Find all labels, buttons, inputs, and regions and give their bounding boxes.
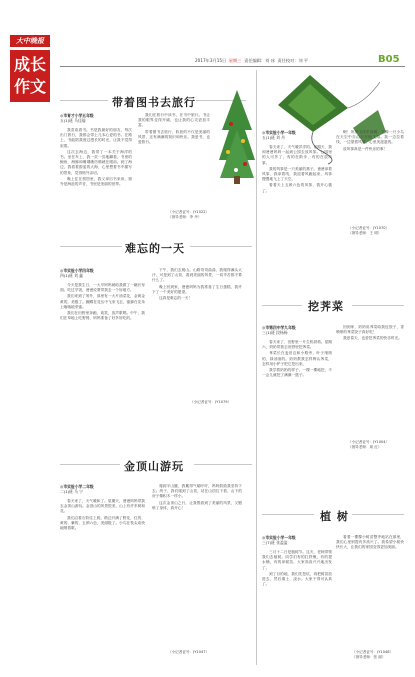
author-class: 三(1)班 段杨杨 xyxy=(262,330,288,335)
tree-illustration xyxy=(218,86,256,186)
section-title-line1: 成长 xyxy=(13,55,46,74)
section-rule xyxy=(60,246,122,247)
article-title: 难忘的一天 xyxy=(125,242,185,255)
article-body-col1 xyxy=(60,499,145,649)
article-body-col2 xyxy=(138,113,210,208)
reporter-id: （小记者证号：JY1004） xyxy=(348,440,390,444)
author-school: ◎市实验小学四年级 xyxy=(60,268,94,273)
article-body-col2 xyxy=(152,268,242,398)
paragraph: 今天是我生日，一大早妈妈就给我做了一碗长寿面。吃过早饭，爸爸说要带我去一个好地方。 xyxy=(60,283,145,293)
issue-date: 2017年3月15日 xyxy=(195,58,227,63)
tutor-name: （指导老师：李 丹） xyxy=(168,215,202,219)
paragraph: 这次金顶山之行，让我既看到了美丽的风景，又锻炼了身体，真开心！ xyxy=(152,500,242,510)
article-tutor xyxy=(348,226,389,236)
section-rule xyxy=(194,464,252,465)
article-tutor xyxy=(352,650,393,660)
author-class: 四(1)班 刘 鑫 xyxy=(60,273,83,278)
article-body-col2 xyxy=(336,535,404,645)
paragraph: 我们在旅行中读书，在书中旅行。书让我的眼界变得开阔，也让我的心灵更加丰富。 xyxy=(138,113,210,128)
newspaper-logo xyxy=(10,35,50,47)
article-title: 带着图书去旅行 xyxy=(112,96,196,109)
column-divider xyxy=(256,70,257,665)
tutor-name: （指导老师：王 明） xyxy=(348,231,382,235)
title-rule xyxy=(60,100,108,101)
paragraph: 我们来到了郊外，那里有一大片油菜花，金黄金黄的，美极了。蝴蝶在花丛中飞来飞去，蜜蜂在花朵上嗡嗡地采蜜。 xyxy=(60,294,145,309)
paragraph: 放风筝真是一件快乐的事！ xyxy=(343,146,388,151)
paragraph: 春天来了，天气暖和了。星期天，爸爸妈妈带我去金顶山游玩。金顶山的风景很美，山上有许多树和花。 xyxy=(60,499,145,514)
article-title: 挖荠菜 xyxy=(308,300,344,313)
tutor-name: （指导老师：张 丽） xyxy=(352,655,386,659)
article-body-col2 xyxy=(336,325,404,435)
paragraph: 晚上住在旅馆里，我又拿出书来读，窗外是海浪的声音，书里是美丽的世界。 xyxy=(60,176,132,187)
paragraph: 春天来了，田野里一片生机勃勃。星期六，奶奶带我去田野里挖荠菜。 xyxy=(262,340,332,350)
article-body-col1 xyxy=(262,340,332,485)
paragraph: 到了目的地，我们先挖坑，再把树苗放进去，然后填土、浇水。大家干得可认真了。 xyxy=(262,571,332,587)
paragraph: 我爱春天，也爱挖荠菜的快乐时光。 xyxy=(343,336,402,341)
paragraph: 我们在田野里奔跑、欢笑，放声歌唱。中午，我们在草地上吃野餐，妈妈准备了好多好吃的。 xyxy=(60,311,145,321)
paragraph: 下午，我们去爬山。山路弯弯曲曲，我爬得满头大汗，可是到了山顶，看到美丽的风景，一切辛苦都不算什么了。 xyxy=(152,268,242,283)
reporter-id: （小记者证号：JY1048） xyxy=(352,650,394,654)
author-school: ◎市育才小学五年级 xyxy=(60,113,94,118)
section-rule xyxy=(190,246,252,247)
paragraph: 春天来了，天气暖洋洋的。星期天，我和爸爸妈妈一起到公园去放风筝。公园里的人可多了，有的在散步，有的在放风筝。 xyxy=(262,145,332,165)
article-body-col1 xyxy=(262,145,332,243)
header-info xyxy=(195,58,308,64)
reporter-id: （小记者证号：JY1047） xyxy=(168,650,210,654)
article-title: 金顶山游玩 xyxy=(124,460,184,473)
author-school: ◎市实验小学二年级 xyxy=(60,484,94,489)
author-school: ◎市实验小学一年级 xyxy=(262,130,296,135)
author-class: 五(1)班 刘 丹 xyxy=(262,135,285,140)
article-title: 植 树 xyxy=(320,510,349,523)
section-title xyxy=(10,50,50,102)
article-author xyxy=(262,130,332,141)
paragraph: 三月十二日是植树节。这天，老师带领我们去植树。同学们有的扛铁锹，有的提水桶，有的拿树苗，大家高高兴兴地出发了。 xyxy=(262,550,332,570)
paragraph: 我喜欢看书。书是我最好的朋友，每次出门旅行，我都会带上几本心爱的书。在路上，书能陪我度过漫长的时光，让我不觉得寂寞。 xyxy=(60,128,132,148)
reporter-id: （小记者证号：JY1079） xyxy=(190,400,232,404)
article-tutor xyxy=(348,440,389,450)
paragraph: 回到家，奶奶用荠菜给我包饺子，香喷喷的荠菜饺子真好吃！ xyxy=(336,325,404,335)
logo-text: 大中晚报 xyxy=(16,37,44,45)
section-rule xyxy=(60,464,120,465)
paragraph: 晚上回到家，爸爸妈妈为我准备了生日蛋糕，我许下了一个美好的愿望。 xyxy=(152,284,242,294)
section-rule xyxy=(352,305,404,306)
article-author xyxy=(60,268,130,279)
article-body-col2 xyxy=(336,130,404,210)
paragraph: 看着一棵棵小树苗整齐地站在那里，我们心里别提有多高兴了。我希望小树快快长大，让我们的家园变得更加美丽。 xyxy=(336,535,404,550)
paragraph: 这真是难忘的一天！ xyxy=(159,296,193,301)
article-tutor xyxy=(168,210,209,220)
paragraph: 我的风筝是一只美丽的燕子。爸爸拿着风筝，我拿着线，我迎着风跑起来，风筝慢慢地飞上了天空。 xyxy=(262,166,332,182)
issue-designer: 责任校对：刘 平 xyxy=(277,58,309,63)
article-tutor xyxy=(190,400,231,405)
article-body-col1 xyxy=(60,128,132,228)
author-class: 二(1)班 马 宁 xyxy=(60,489,83,494)
section-rule xyxy=(352,514,404,515)
article-tutor xyxy=(168,650,209,655)
paragraph: 带着图书去旅行，收获的不仅是美丽的风景，还有满满的知识和快乐。我爱书，也爱旅行。 xyxy=(138,129,210,145)
author-class: 三(7)班 张盈盈 xyxy=(262,540,288,545)
issue-editor: 责任编辑：刘 冰 xyxy=(244,58,275,63)
header-rule xyxy=(60,66,405,67)
article-author xyxy=(60,113,120,124)
section-rule xyxy=(262,305,302,306)
paragraph: 我学着奶奶的样子，一棵一棵地挖，不一会儿就挖了满满一篮子。 xyxy=(262,368,332,378)
article-body-col1 xyxy=(60,283,145,415)
reporter-id: （小记者证号：JY1022） xyxy=(168,210,210,214)
section-rule xyxy=(262,514,314,515)
paragraph: 荠菜长在麦田边和小路旁，叶子细细的，绿油油的。奶奶教我怎样辨认荠菜，怎样用小铲子把它挖出来。 xyxy=(262,351,332,366)
paragraph: 爬到半山腰，我累得气喘吁吁，妈妈鼓励我坚持下去。终于，我们爬到了山顶，站在山顶往下看，山下的房子像积木一样小。 xyxy=(152,484,242,499)
author-school: ◎市第四中学九年级 xyxy=(262,325,296,330)
paragraph: 这次去海边，我带了一本关于海洋的书。坐在车上，我一页一页地翻看，书里的鲸鱼、海豚和珊瑚礁仿佛就在眼前。到了海边，我看着蔚蓝的大海，心里想着书中描写的景象，觉得格外亲切。 xyxy=(60,149,132,175)
paragraph: 看着天上五颜六色的风筝，我开心极了。 xyxy=(262,183,332,193)
paragraph: 啊！风筝飞得多高啊，它像一只小鸟在天空中自由自在地飞翔。我一边拉着线，一边望着风筝，心里美滋滋的。 xyxy=(336,130,404,145)
article-author xyxy=(262,535,332,546)
issue-weekday: 星期三 xyxy=(228,58,242,63)
section-title-line2: 作文 xyxy=(13,77,46,96)
page-number: B05 xyxy=(378,54,400,65)
tutor-name: （指导老师：周 红） xyxy=(348,445,382,449)
article-body-col2 xyxy=(152,484,242,634)
article-author xyxy=(262,325,332,336)
author-school: ◎市实验小学一年级 xyxy=(262,535,296,540)
author-class: 五(1)班 马佳瑜 xyxy=(60,118,86,123)
paragraph: 我们沿着石阶往上爬，路边开满了野花，红的、黄的、紫的，五颜六色，美丽极了。小鸟在枝头欢快地唱着歌。 xyxy=(60,515,145,531)
article-body-col1 xyxy=(262,550,332,665)
reporter-id: （小记者证号：JY1070） xyxy=(348,226,390,230)
article-author xyxy=(60,484,130,495)
